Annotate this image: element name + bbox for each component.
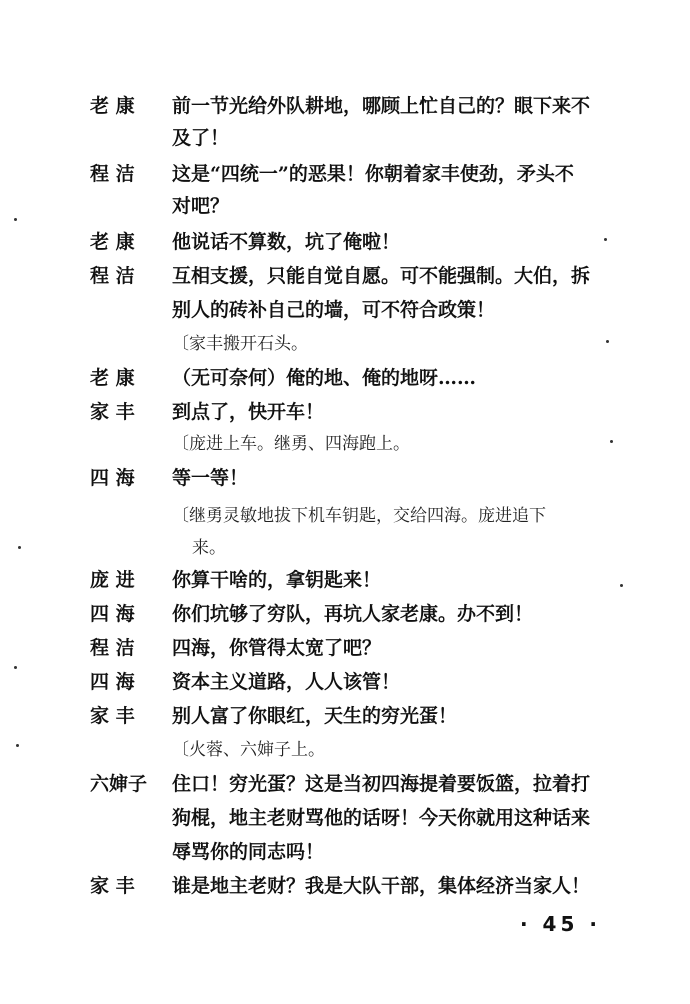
dialogue-text: 资本主义道路，人人该管！ <box>172 671 401 693</box>
script-line <box>0 632 690 664</box>
dialogue-text: 对吧？ <box>172 195 230 217</box>
dialogue-text: 你算干啥的，拿钥匙来！ <box>172 569 382 591</box>
dialogue-text: 住口！穷光蛋？这是当初四海提着要饭篮，拉着打 <box>172 773 591 795</box>
speaker-name: 四 海 <box>90 671 135 693</box>
speaker-name: 家 丰 <box>90 875 135 897</box>
scan-speck <box>620 584 623 587</box>
scan-speck <box>18 546 21 549</box>
scan-speck <box>604 238 607 241</box>
script-line <box>0 564 690 596</box>
script-line <box>0 226 690 258</box>
script-line <box>0 836 690 868</box>
dialogue-text: 辱骂你的同志吗！ <box>172 841 325 863</box>
script-line <box>0 768 690 800</box>
speaker-name: 老 康 <box>90 367 135 389</box>
dialogue-text: 你们坑够了穷队，再坑人家老康。办不到！ <box>172 603 534 625</box>
dialogue-text: 他说话不算数，坑了俺啦！ <box>172 231 401 253</box>
script-line <box>0 802 690 834</box>
script-line <box>0 260 690 292</box>
dialogue-text: 互相支援，只能自觉自愿。可不能强制。大伯，拆 <box>172 265 591 287</box>
stage-direction: 〔火蓉、六婶子上。 <box>172 740 325 760</box>
speaker-name: 程 洁 <box>90 637 135 659</box>
speaker-name: 家 丰 <box>90 705 135 727</box>
speaker-name: 六婶子 <box>90 773 148 795</box>
script-line <box>0 598 690 630</box>
script-line <box>0 700 690 732</box>
dialogue-text: 到点了，快开车！ <box>172 401 325 423</box>
stage-direction: 〔继勇灵敏地拔下机车钥匙，交给四海。庞进追下 <box>172 506 546 526</box>
script-line <box>0 362 690 394</box>
speaker-name: 庞 进 <box>90 569 135 591</box>
dialogue-text: 谁是地主老财？我是大队干部，集体经济当家人！ <box>172 875 591 897</box>
stage-direction: 〔庞进上车。继勇、四海跑上。 <box>172 434 410 454</box>
stage-direction: 〔家丰搬开石头。 <box>172 334 308 354</box>
speaker-name: 四 海 <box>90 467 135 489</box>
script-line <box>0 158 690 190</box>
script-line <box>0 122 690 154</box>
scan-speck <box>610 440 613 443</box>
script-line <box>0 294 690 326</box>
stage-direction-line <box>0 532 690 564</box>
speaker-name: 老 康 <box>90 231 135 253</box>
dialogue-text: 狗棍，地主老财骂他的话呀！今天你就用这种话来 <box>172 807 591 829</box>
dialogue-text: 等一等！ <box>172 467 249 489</box>
scan-speck <box>14 218 17 221</box>
speaker-name: 程 洁 <box>90 163 135 185</box>
scan-speck <box>16 744 19 747</box>
dialogue-text: 前一节光给外队耕地，哪顾上忙自己的？眼下来不 <box>172 95 591 117</box>
dialogue-text: 及了！ <box>172 127 230 149</box>
script-line <box>0 396 690 428</box>
dialogue-text: 别人富了你眼红，天生的穷光蛋！ <box>172 705 458 727</box>
speaker-name: 程 洁 <box>90 265 135 287</box>
script-line <box>0 462 690 494</box>
script-line <box>0 90 690 122</box>
dialogue-text: 四海，你管得太宽了吧？ <box>172 637 382 659</box>
scan-speck <box>606 340 609 343</box>
stage-direction-line <box>0 500 690 532</box>
dialogue-text: 别人的砖补自己的墙，可不符合政策！ <box>172 299 496 321</box>
speaker-name: 四 海 <box>90 603 135 625</box>
script-line <box>0 870 690 902</box>
speaker-name: 老 康 <box>90 95 135 117</box>
page-number: · 45 · <box>520 912 601 936</box>
stage-direction-line <box>0 428 690 460</box>
scan-speck <box>14 666 17 669</box>
script-line <box>0 666 690 698</box>
stage-direction: 来。 <box>192 538 226 558</box>
script-line <box>0 190 690 222</box>
speaker-name: 家 丰 <box>90 401 135 423</box>
dialogue-text: 这是“四统一”的恶果！你朝着家丰使劲，矛头不 <box>172 163 574 185</box>
stage-direction-line <box>0 328 690 360</box>
dialogue-text: （无可奈何）俺的地、俺的地呀…… <box>172 367 477 389</box>
stage-direction-line <box>0 734 690 766</box>
